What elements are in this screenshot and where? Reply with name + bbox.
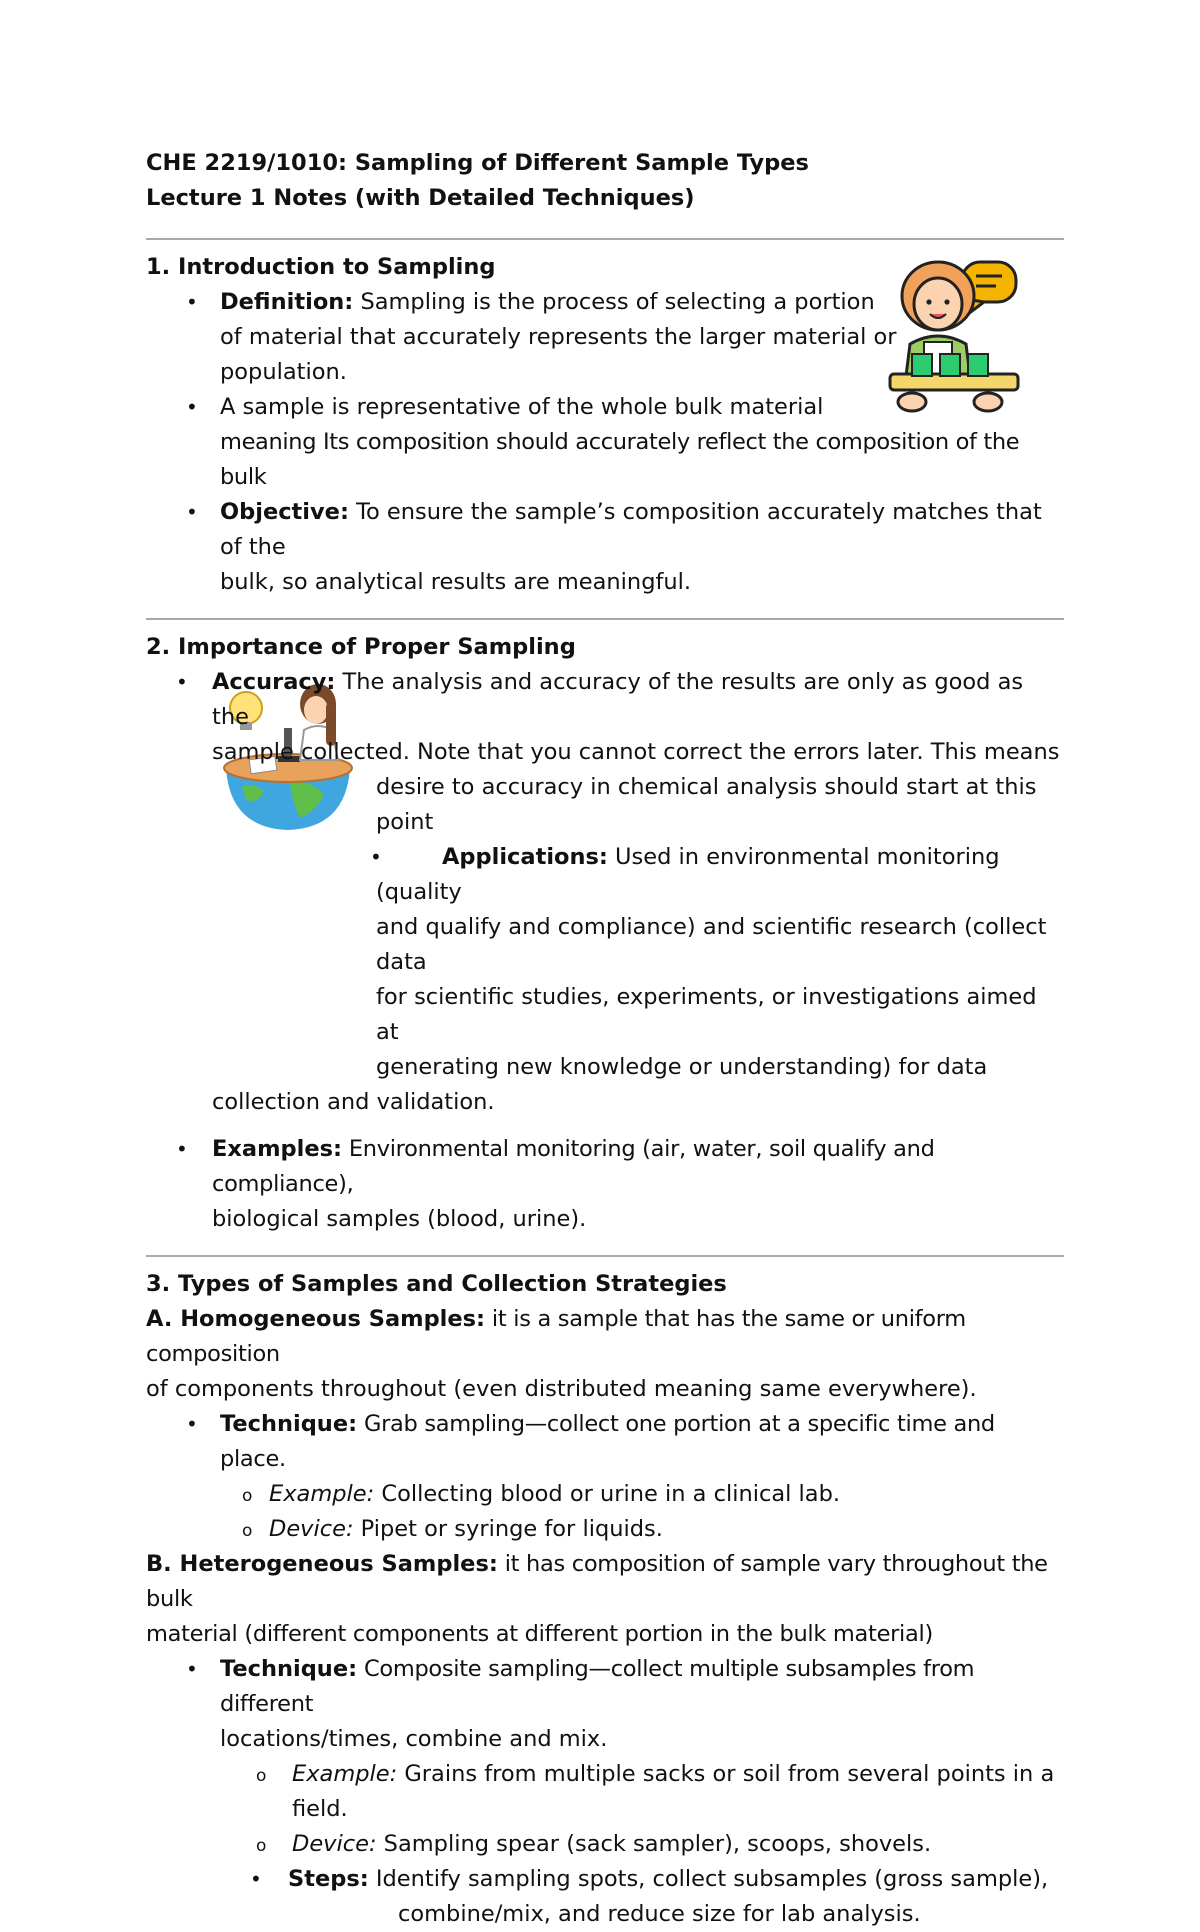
- steps-label: Steps:: [288, 1866, 369, 1892]
- accuracy-text: sample collected. Note that you cannot correct the errors later. This means: [212, 739, 1060, 765]
- homogeneous-paragraph: [146, 1302, 1064, 1407]
- steps-text: combine/mix, and reduce size for lab analysis.: [398, 1901, 921, 1927]
- objective-text: To ensure the sample’s composition accurately matches that of the: [220, 499, 1042, 560]
- example-label: Example:: [292, 1761, 398, 1787]
- list-item: [146, 1512, 1064, 1547]
- applications-text: generating new knowledge or understanding) for data: [376, 1054, 988, 1080]
- list-item: [146, 1132, 1064, 1237]
- accuracy-continued: [212, 770, 1064, 1085]
- list-item: [146, 285, 1064, 390]
- document-subtitle: Lecture 1 Notes (with Detailed Techniques): [146, 185, 695, 211]
- heterogeneous-text: it has composition of sample vary throughout the bulk: [146, 1551, 1048, 1612]
- technique-text: Composite sampling—collect multiple subsamples from different: [220, 1656, 975, 1717]
- list-item: [146, 1862, 1064, 1897]
- applications-text: Used in environmental monitoring (quality: [376, 844, 1000, 905]
- document-title: CHE 2219/1010: Sampling of Different Sample Types: [146, 150, 809, 176]
- list-item: [146, 1407, 1064, 1477]
- examples-text: biological samples (blood, urine).: [212, 1206, 587, 1232]
- device-label: Device:: [292, 1831, 377, 1857]
- heterogeneous-paragraph: [146, 1547, 1064, 1652]
- examples-label: Examples:: [212, 1136, 342, 1162]
- list-item: [146, 1477, 1064, 1512]
- section-heading-types: 3. Types of Samples and Collection Strategies: [146, 1271, 727, 1297]
- definition-text: of material that accurately represents the larger material or: [220, 324, 897, 350]
- applications-label: Applications:: [442, 844, 608, 870]
- accuracy-label: Accuracy:: [212, 669, 336, 695]
- list-item: [146, 1827, 1064, 1862]
- divider: [146, 238, 1064, 240]
- homogeneous-list: [146, 1407, 1064, 1547]
- example-text: Collecting blood or urine in a clinical lab.: [374, 1481, 841, 1507]
- applications-item: • Applications: Used in environmental monitoring (quality and qualify and compliance) and scientific research (collect data for scientific studies, experiments, or investigations aimed at generating new knowledge or understanding) for data: [370, 844, 1047, 1080]
- example-text: field.: [292, 1796, 348, 1822]
- section1-list: [146, 285, 1064, 600]
- homogeneous-text: it is a sample that has the same or uniform composition: [146, 1306, 966, 1367]
- section2-list: [146, 665, 1064, 1237]
- device-text: Sampling spear (sack sampler), scoops, shovels.: [376, 1831, 932, 1857]
- divider: [146, 1255, 1064, 1257]
- list-item: [146, 665, 1064, 1120]
- technique-text: Grab sampling—collect one portion at a specific time and place.: [220, 1411, 995, 1472]
- technique-label: Technique:: [220, 1411, 358, 1437]
- homogeneous-label: A. Homogeneous Samples:: [146, 1306, 486, 1332]
- definition-text: population.: [220, 359, 347, 385]
- examples-text: Environmental monitoring (air, water, soil qualify and compliance),: [212, 1136, 935, 1197]
- list-item: [146, 1897, 1064, 1932]
- heterogeneous-text: material (different components at different portion in the bulk material): [146, 1621, 933, 1647]
- objective-label: Objective:: [220, 499, 349, 525]
- applications-text: for scientific studies, experiments, or investigations aimed at: [376, 984, 1037, 1045]
- homogeneous-text: of components throughout (even distributed meaning same everywhere).: [146, 1376, 977, 1402]
- technique-label: Technique:: [220, 1656, 358, 1682]
- device-text: Pipet or syringe for liquids.: [353, 1516, 663, 1542]
- divider: [146, 618, 1064, 620]
- applications-text: and qualify and compliance) and scientific research (collect data: [376, 914, 1047, 975]
- list-item: [146, 1652, 1064, 1757]
- section-heading-importance: 2. Importance of Proper Sampling: [146, 634, 576, 660]
- device-label: Device:: [269, 1516, 354, 1542]
- list-item: [146, 1757, 1064, 1827]
- document-page: [146, 146, 1064, 1932]
- steps-text: Identify sampling spots, collect subsamples (gross sample),: [368, 1866, 1049, 1892]
- heterogeneous-label: B. Heterogeneous Samples:: [146, 1551, 498, 1577]
- list-item: [146, 495, 1064, 600]
- heterogeneous-list: [146, 1652, 1064, 1932]
- applications-text: collection and validation.: [212, 1089, 495, 1115]
- accuracy-text: The analysis and accuracy of the results are only as good as the: [212, 669, 1024, 730]
- list-item: [146, 390, 1064, 495]
- example-label: Example:: [269, 1481, 375, 1507]
- sample-text: A sample is representative of the whole bulk material: [220, 394, 824, 420]
- sample-text: meaning Its composition should accurately reflect the composition of the bulk: [220, 429, 1020, 490]
- accuracy-text: desire to accuracy in chemical analysis should start at this point: [376, 774, 1037, 835]
- objective-text: bulk, so analytical results are meaningful.: [220, 569, 692, 595]
- technique-text: locations/times, combine and mix.: [220, 1726, 608, 1752]
- definition-label: Definition:: [220, 289, 354, 315]
- section-heading-introduction: 1. Introduction to Sampling: [146, 254, 496, 280]
- definition-text: Sampling is the process of selecting a portion: [353, 289, 875, 315]
- example-text: Grains from multiple sacks or soil from several points in a: [397, 1761, 1055, 1787]
